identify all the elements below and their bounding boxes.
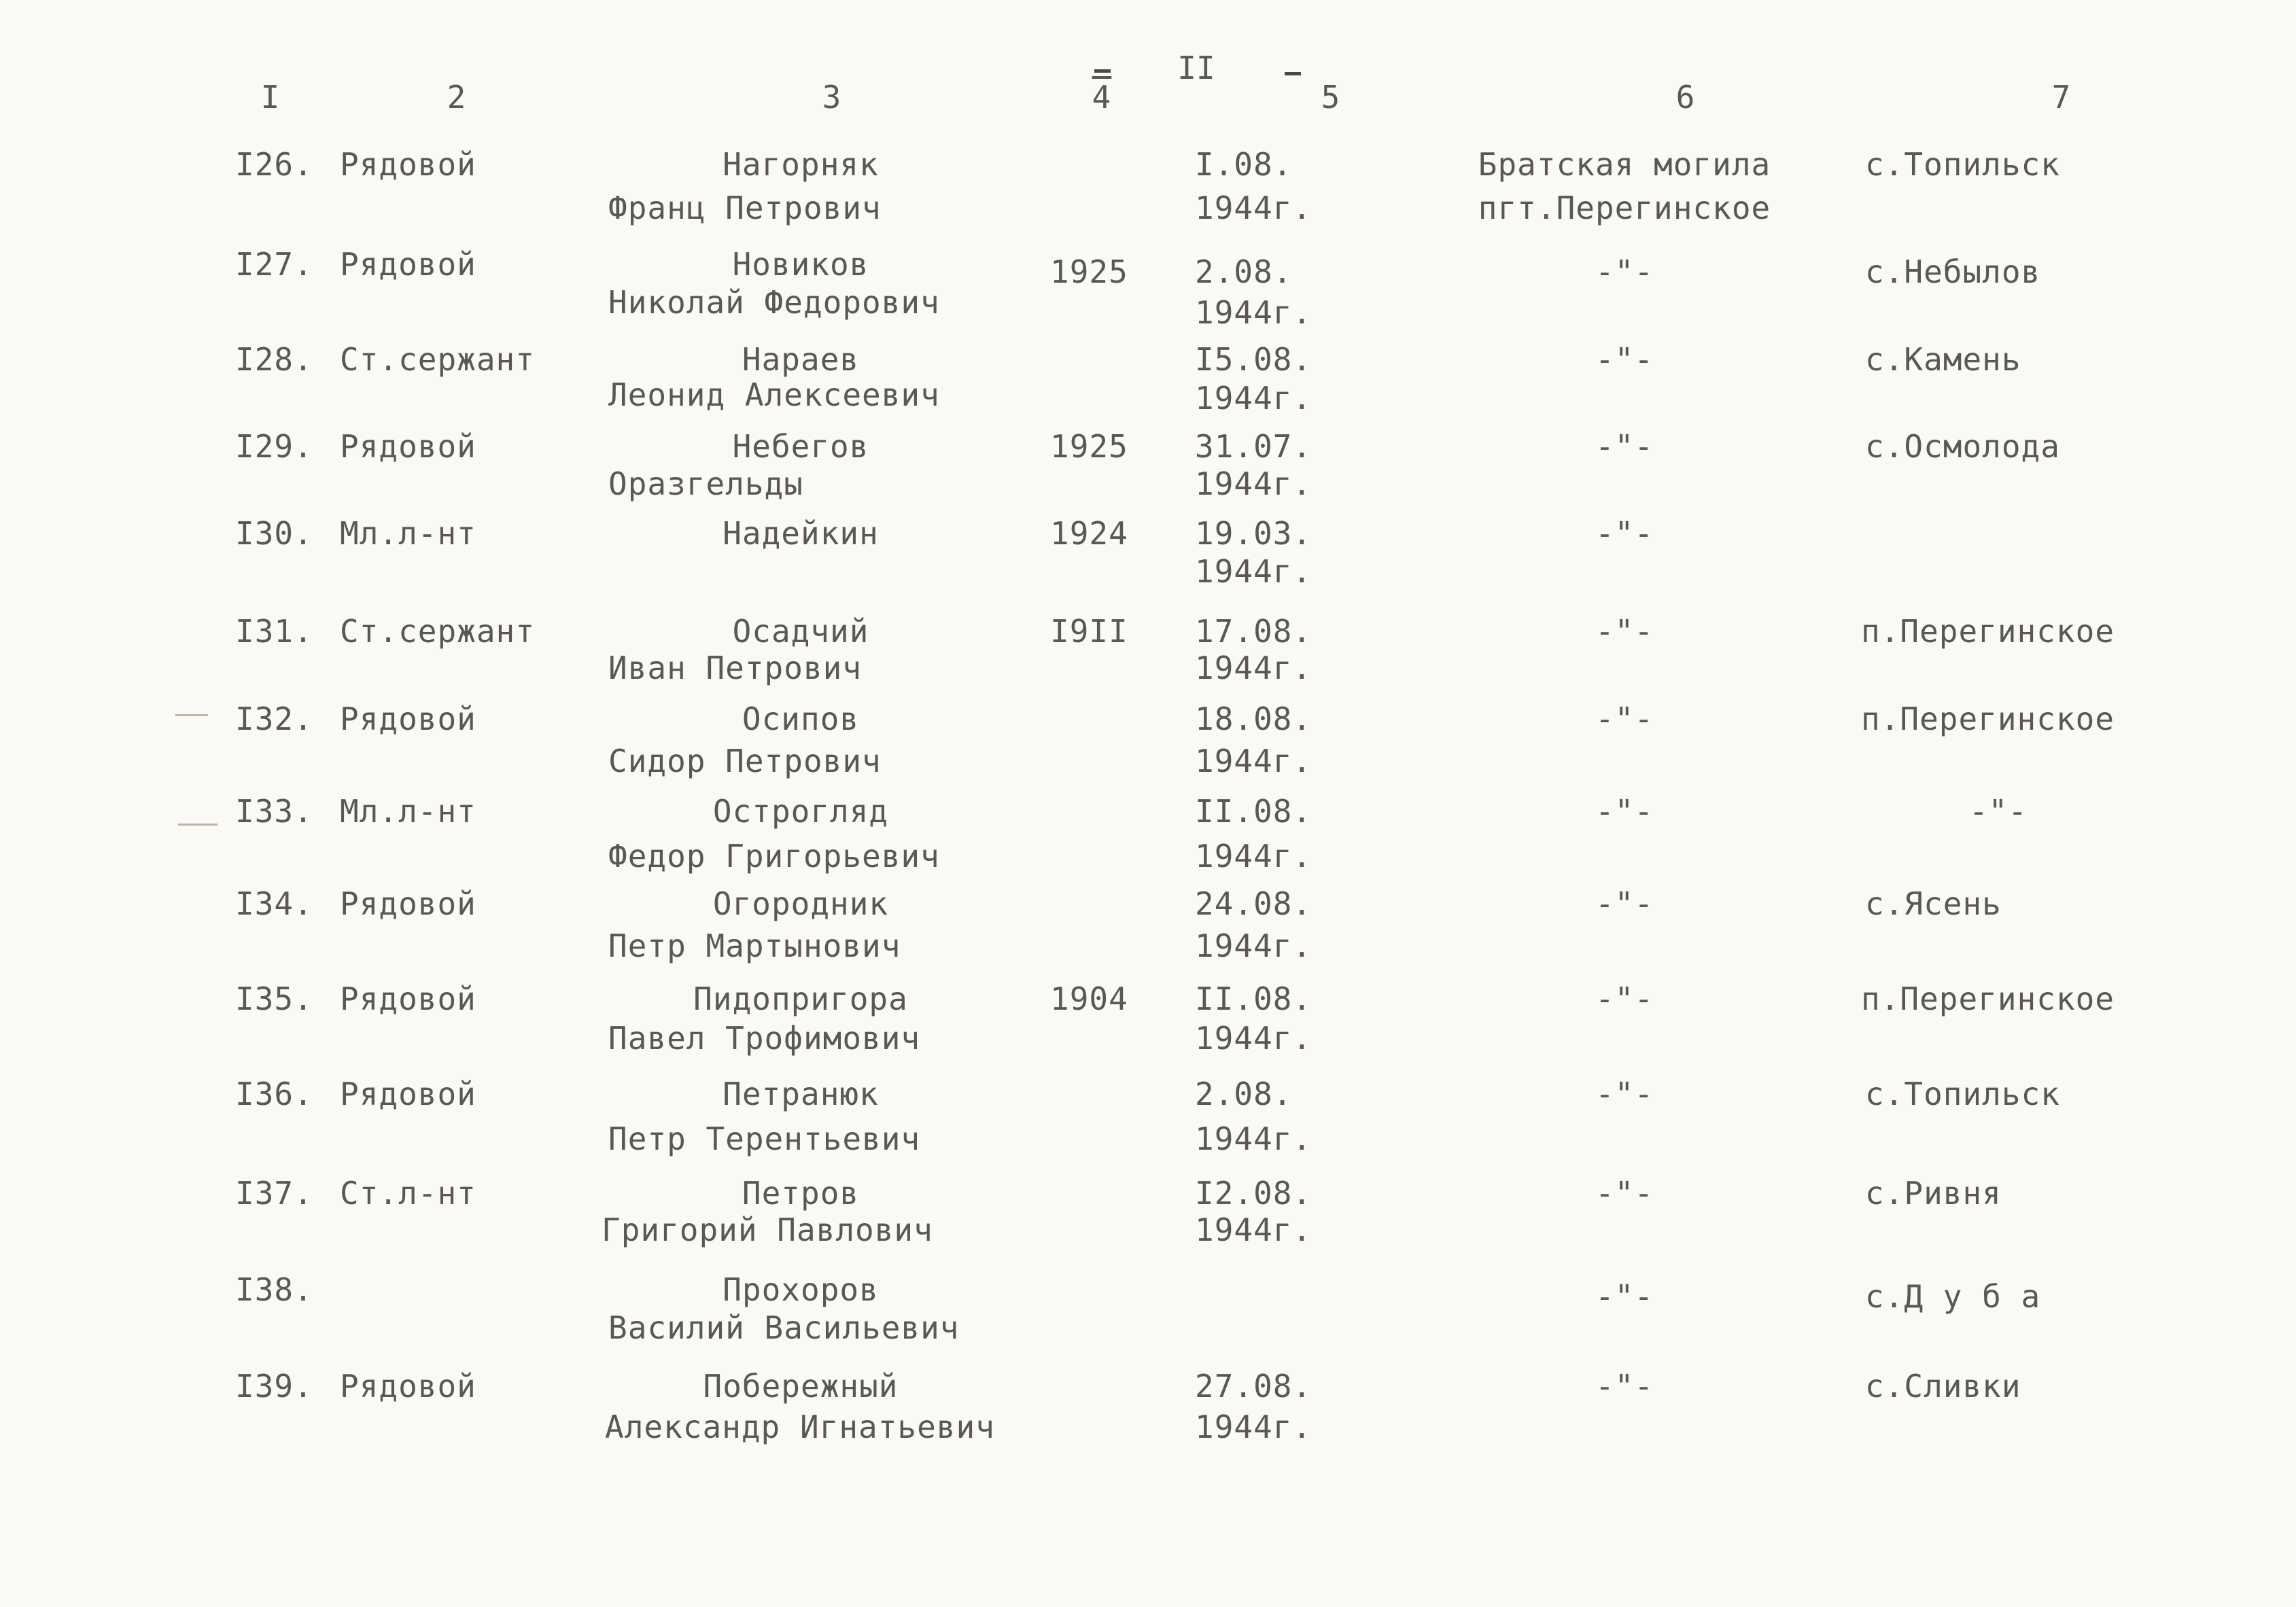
given-names: Леонид Алексеевич bbox=[608, 376, 940, 413]
given-names: Сидор Петрович bbox=[608, 743, 882, 779]
death-date: I2.08. bbox=[1195, 1175, 1312, 1212]
row-number: I32. bbox=[235, 701, 313, 737]
home-place: с.Ясень bbox=[1865, 885, 2002, 922]
page-number-dash-right bbox=[1285, 72, 1301, 75]
rank: Мл.л-нт bbox=[340, 515, 476, 552]
death-date: 19.03. bbox=[1195, 515, 1312, 552]
death-year: 1944г. bbox=[1195, 1212, 1312, 1248]
burial-place: -"- bbox=[1595, 613, 1654, 650]
row-number: I35. bbox=[235, 981, 313, 1017]
home-place: с.Сливки bbox=[1865, 1368, 2021, 1405]
burial-place: Братская могила bbox=[1478, 146, 1771, 183]
surname: Прохоров bbox=[723, 1271, 879, 1308]
birth-year: I9II bbox=[1050, 613, 1128, 650]
row-number: I29. bbox=[235, 428, 313, 465]
death-date: 2.08. bbox=[1195, 253, 1293, 290]
burial-place-line-2: пгт.Перегинское bbox=[1478, 190, 1771, 226]
death-year: 1944г. bbox=[1195, 190, 1312, 226]
given-names: Григорий Павлович bbox=[602, 1212, 933, 1248]
surname: Петров bbox=[742, 1175, 860, 1212]
row-number: I34. bbox=[235, 885, 313, 922]
burial-place: -"- bbox=[1595, 341, 1654, 378]
surname: Пидопригора bbox=[693, 981, 908, 1017]
burial-place: -"- bbox=[1595, 1076, 1654, 1112]
rank: Мл.л-нт bbox=[340, 793, 476, 830]
burial-place: -"- bbox=[1595, 253, 1654, 290]
rank: Ст.сержант bbox=[340, 341, 535, 378]
rank: Рядовой bbox=[340, 885, 476, 922]
death-date: 24.08. bbox=[1195, 885, 1312, 922]
home-place: с.Небылов bbox=[1865, 253, 2041, 290]
page-number bbox=[1081, 42, 1305, 96]
home-place: п.Перегинское bbox=[1861, 701, 2115, 737]
row-number: I28. bbox=[235, 341, 313, 378]
column-number-4: 4 bbox=[1092, 79, 1112, 116]
row-number: I30. bbox=[235, 515, 313, 552]
home-place: с.Осмолода bbox=[1865, 428, 2060, 465]
birth-year: 1924 bbox=[1050, 515, 1128, 552]
rank: Ст.сержант bbox=[340, 613, 535, 650]
row-number: I31. bbox=[235, 613, 313, 650]
death-year: 1944г. bbox=[1195, 1120, 1312, 1157]
given-names: Василий Васильевич bbox=[608, 1309, 960, 1346]
given-names: Федор Григорьевич bbox=[608, 838, 940, 875]
burial-place: -"- bbox=[1595, 885, 1654, 922]
burial-place: -"- bbox=[1595, 1175, 1654, 1212]
given-names: Павел Трофимович bbox=[608, 1020, 921, 1057]
row-number: I36. bbox=[235, 1076, 313, 1112]
death-year: 1944г. bbox=[1195, 928, 1312, 964]
death-year: 1944г. bbox=[1195, 743, 1312, 779]
death-date: II.08. bbox=[1195, 981, 1312, 1017]
death-date: 31.07. bbox=[1195, 428, 1312, 465]
row-number: I27. bbox=[235, 246, 313, 283]
death-year: 1944г. bbox=[1195, 650, 1312, 686]
margin-tick bbox=[175, 714, 208, 716]
column-number-1: I bbox=[260, 79, 281, 116]
surname: Надейкин bbox=[723, 515, 879, 552]
death-date: 2.08. bbox=[1195, 1076, 1293, 1112]
death-year: 1944г. bbox=[1195, 838, 1312, 875]
rank: Рядовой bbox=[340, 246, 476, 283]
rank: Рядовой bbox=[340, 428, 476, 465]
death-year: 1944г. bbox=[1195, 1409, 1312, 1445]
column-number-6: 6 bbox=[1675, 79, 1696, 116]
home-place: с.Топильск bbox=[1865, 146, 2060, 183]
death-year: 1944г. bbox=[1195, 553, 1312, 590]
row-number: I26. bbox=[235, 146, 313, 183]
burial-place: -"- bbox=[1595, 428, 1654, 465]
surname: Острогляд bbox=[712, 793, 889, 830]
death-year: 1944г. bbox=[1195, 465, 1312, 502]
surname: Петранюк bbox=[723, 1076, 879, 1112]
page-number-value: II bbox=[1177, 50, 1215, 86]
burial-place: -"- bbox=[1595, 1368, 1654, 1405]
burial-place: -"- bbox=[1595, 1278, 1654, 1315]
rank: Рядовой bbox=[340, 701, 476, 737]
rank: Рядовой bbox=[340, 1076, 476, 1112]
column-number-5: 5 bbox=[1321, 79, 1341, 116]
rank: Рядовой bbox=[340, 1368, 476, 1405]
rank: Рядовой bbox=[340, 981, 476, 1017]
column-number-7: 7 bbox=[2051, 79, 2072, 116]
rank: Ст.л-нт bbox=[340, 1175, 476, 1212]
column-number-3: 3 bbox=[822, 79, 842, 116]
death-date: I.08. bbox=[1195, 146, 1293, 183]
burial-place: -"- bbox=[1595, 793, 1654, 830]
surname: Осипов bbox=[742, 701, 860, 737]
burial-place: -"- bbox=[1595, 981, 1654, 1017]
margin-tick bbox=[178, 824, 218, 826]
home-place: -"- bbox=[1968, 793, 2028, 830]
surname: Нагорняк bbox=[723, 146, 879, 183]
page-number-dash-left bbox=[1094, 69, 1111, 73]
home-place: с.Камень bbox=[1865, 341, 2021, 378]
burial-place: -"- bbox=[1595, 515, 1654, 552]
surname: Осадчий bbox=[732, 613, 869, 650]
death-year: 1944г. bbox=[1195, 380, 1312, 417]
row-number: I33. bbox=[235, 793, 313, 830]
home-place: п.Перегинское bbox=[1861, 613, 2115, 650]
home-place: с.Топильск bbox=[1865, 1076, 2060, 1112]
surname: Нараев bbox=[742, 341, 860, 378]
birth-year: 1925 bbox=[1050, 253, 1128, 290]
row-number: I37. bbox=[235, 1175, 313, 1212]
given-names: Александр Игнатьевич bbox=[605, 1409, 995, 1445]
death-year: 1944г. bbox=[1195, 1020, 1312, 1057]
surname: Побережный bbox=[703, 1368, 899, 1405]
death-date: 27.08. bbox=[1195, 1368, 1312, 1405]
row-number: I39. bbox=[235, 1368, 313, 1405]
home-place: с.Ривня bbox=[1865, 1175, 2002, 1212]
column-number-2: 2 bbox=[447, 79, 467, 116]
death-year: 1944г. bbox=[1195, 294, 1312, 331]
surname: Новиков bbox=[732, 246, 869, 283]
burial-place: -"- bbox=[1595, 701, 1654, 737]
given-names: Петр Терентьевич bbox=[608, 1120, 921, 1157]
home-place: с.Д у б а bbox=[1865, 1278, 2041, 1315]
given-names: Франц Петрович bbox=[608, 190, 882, 226]
surname: Огородник bbox=[712, 885, 889, 922]
surname: Небегов bbox=[732, 428, 869, 465]
given-names: Иван Петрович bbox=[608, 650, 863, 686]
death-date: 18.08. bbox=[1195, 701, 1312, 737]
death-date: II.08. bbox=[1195, 793, 1312, 830]
rank: Рядовой bbox=[340, 146, 476, 183]
given-names: Оразгельды bbox=[608, 465, 803, 502]
death-date: 17.08. bbox=[1195, 613, 1312, 650]
birth-year: 1925 bbox=[1050, 428, 1128, 465]
row-number: I38. bbox=[235, 1271, 313, 1308]
given-names: Петр Мартынович bbox=[608, 928, 901, 964]
home-place: п.Перегинское bbox=[1861, 981, 2115, 1017]
death-date: I5.08. bbox=[1195, 341, 1312, 378]
birth-year: 1904 bbox=[1050, 981, 1128, 1017]
given-names: Николай Федорович bbox=[608, 284, 940, 321]
